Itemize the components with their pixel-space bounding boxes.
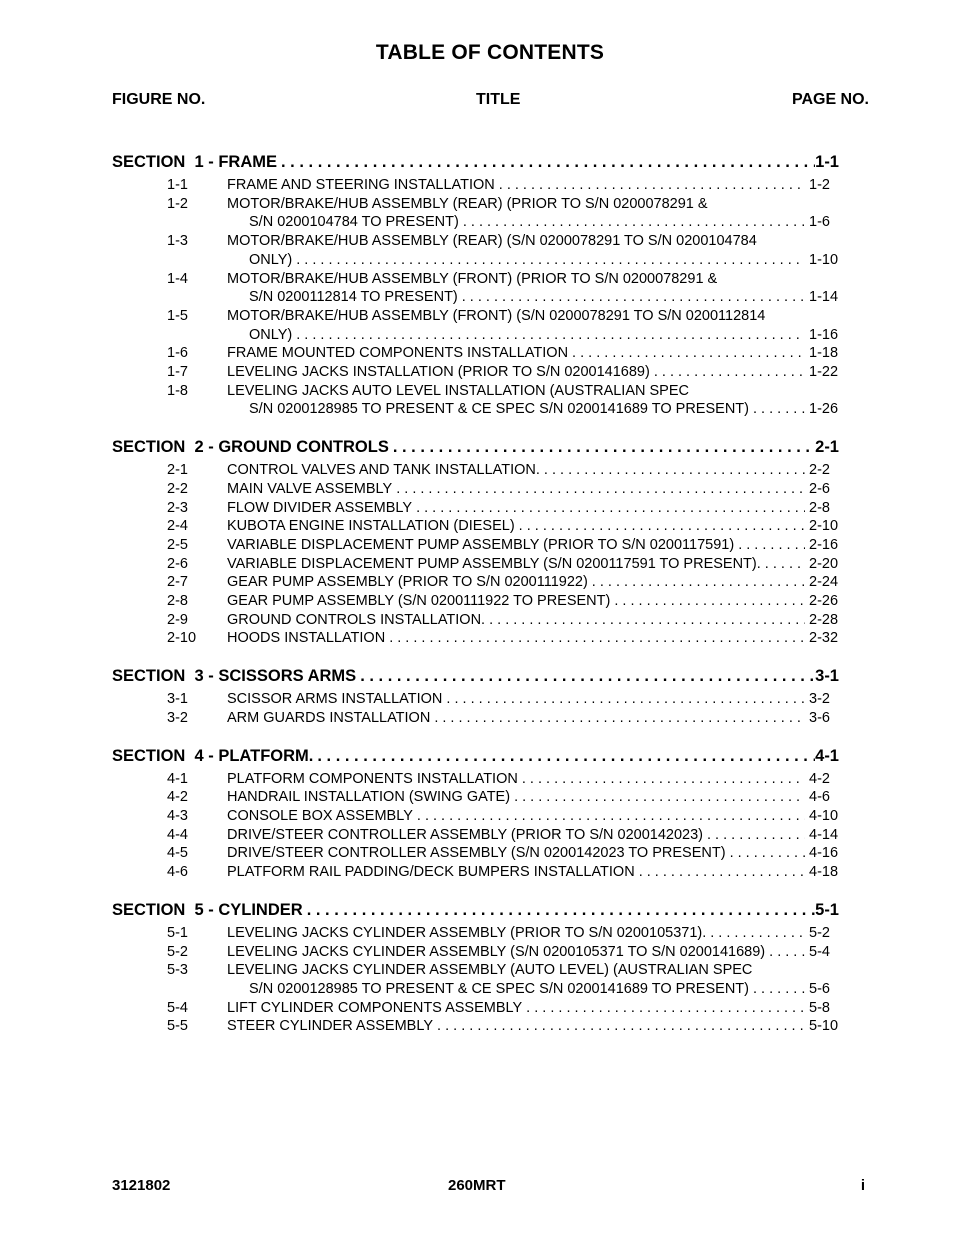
figure-title-line (227, 690, 839, 709)
dot-leader (296, 326, 805, 345)
figure-entry[interactable] (112, 844, 839, 863)
column-header-figure: FIGURE NO. (112, 91, 206, 108)
figure-title-line (227, 961, 839, 980)
dot-leader (417, 807, 805, 826)
figure-number: 1-4 (167, 270, 188, 287)
figure-page-number: 2-2 (809, 462, 830, 479)
figure-title-line (227, 232, 839, 251)
figure-title-line (227, 499, 839, 518)
toc-section (112, 663, 839, 727)
figure-title-text: S/N 0200128985 TO PRESENT & CE SPEC S/N 0200141689 TO PRESENT) (249, 980, 749, 997)
figure-entry[interactable] (112, 943, 839, 962)
figure-title-text: MOTOR/BRAKE/HUB ASSEMBLY (REAR) (S/N 0200078291 TO S/N 0200104784 (227, 233, 757, 250)
figure-entry[interactable] (112, 555, 839, 574)
figure-number: 2-5 (167, 536, 188, 553)
figure-number: 5-4 (167, 999, 188, 1016)
figure-number: 1-2 (167, 195, 188, 212)
section-page-number: 2-1 (815, 438, 839, 457)
table-of-contents (112, 149, 839, 1051)
figure-page-number: 2-16 (809, 536, 839, 553)
section-title: SECTION 5 - CYLINDER (112, 900, 303, 919)
dot-leader (753, 400, 805, 419)
figure-number: 5-2 (167, 943, 188, 960)
figure-title-line (227, 326, 839, 345)
dot-leader (707, 826, 805, 845)
figure-title-text: FRAME AND STEERING INSTALLATION (227, 177, 495, 193)
figure-number: 1-7 (167, 364, 188, 381)
figure-number: 4-5 (167, 845, 188, 862)
column-header-title: TITLE (476, 91, 521, 108)
figure-title-line (227, 1017, 839, 1036)
figure-title-text: MAIN VALVE ASSEMBLY (227, 480, 393, 497)
figure-number: 2-2 (167, 480, 188, 497)
dot-leader (446, 690, 805, 709)
figure-entry[interactable] (112, 788, 839, 807)
figure-entry[interactable] (112, 195, 839, 232)
column-header-page: PAGE NO. (791, 91, 869, 108)
figure-page-number: 4-10 (809, 807, 839, 824)
figure-entry[interactable] (112, 629, 839, 648)
figure-number: 4-2 (167, 789, 188, 806)
figure-entry[interactable] (112, 573, 839, 592)
figure-title-text: GEAR PUMP ASSEMBLY (PRIOR TO S/N 0200111922) (227, 574, 588, 591)
dot-leader (396, 480, 805, 499)
figure-title-line (227, 999, 839, 1018)
figure-page-number: 5-2 (809, 924, 830, 941)
dot-leader (462, 288, 805, 307)
figure-title-text: MOTOR/BRAKE/HUB ASSEMBLY (REAR) (PRIOR TO S/N 0200078291 & (227, 195, 708, 212)
figure-title-text: LEVELING JACKS AUTO LEVEL INSTALLATION (AUSTRALIAN SPEC (227, 382, 689, 399)
dot-leader (307, 897, 815, 924)
figure-page-number: 5-4 (809, 943, 830, 960)
figure-page-number: 2-6 (809, 480, 830, 497)
figure-title-line (227, 536, 839, 555)
figure-title-text: PLATFORM COMPONENTS INSTALLATION (227, 770, 518, 787)
footer-document-number: 3121802 (112, 1177, 171, 1194)
figure-entry[interactable] (112, 611, 839, 630)
figure-page-number: 4-14 (809, 826, 839, 843)
figure-title-text: FRAME MOUNTED COMPONENTS INSTALLATION (227, 345, 569, 362)
figure-title-line (227, 344, 839, 363)
figure-entry[interactable] (112, 807, 839, 826)
figure-title-line (227, 363, 839, 382)
figure-entry[interactable] (112, 232, 839, 269)
dot-leader (393, 434, 815, 461)
toc-section (112, 897, 839, 1036)
figure-title-line (227, 480, 839, 499)
figure-entry[interactable] (112, 826, 839, 845)
dot-leader (434, 709, 805, 728)
figure-title-text: ONLY) (249, 326, 293, 343)
figure-title-line (227, 400, 839, 419)
figure-title-text: LEVELING JACKS CYLINDER ASSEMBLY (S/N 0200105371 TO S/N 0200141689) (227, 943, 766, 960)
figure-number: 1-6 (167, 345, 188, 362)
figure-title-line (227, 307, 839, 326)
figure-title-line (227, 611, 839, 630)
toc-section (112, 149, 839, 419)
figure-title-text: PLATFORM RAIL PADDING/DECK BUMPERS INSTALLATION (227, 864, 635, 881)
figure-title-line (227, 195, 839, 214)
dot-leader (730, 844, 805, 863)
figure-entry[interactable] (112, 536, 839, 555)
figure-title-line (227, 382, 839, 401)
figure-title-text: GEAR PUMP ASSEMBLY (S/N 0200111922 TO PRESENT) (227, 593, 611, 610)
figure-page-number: 2-24 (809, 574, 839, 591)
figure-page-number: 4-18 (809, 864, 839, 881)
dot-leader (769, 943, 805, 962)
figure-entry[interactable] (112, 961, 839, 998)
figure-number: 4-1 (167, 770, 188, 787)
figure-number: 2-7 (167, 574, 188, 591)
dot-leader (519, 517, 805, 536)
figure-title-line (227, 826, 839, 845)
figure-title-text: LEVELING JACKS CYLINDER ASSEMBLY (AUTO LEVEL) (AUSTRALIAN SPEC (227, 962, 753, 979)
figure-entry[interactable] (112, 382, 839, 419)
figure-number: 3-1 (167, 691, 188, 708)
section-heading[interactable] (112, 434, 839, 461)
section-heading[interactable] (112, 743, 839, 770)
section-heading[interactable] (112, 149, 839, 176)
section-title: SECTION 1 - FRAME (112, 153, 278, 171)
figure-page-number: 5-6 (809, 980, 830, 997)
figure-title-text: ONLY) (249, 251, 293, 268)
dot-leader (765, 555, 805, 574)
figure-entry[interactable] (112, 363, 839, 382)
figure-number: 4-4 (167, 826, 188, 843)
section-heading[interactable] (112, 663, 839, 690)
figure-number: 2-10 (167, 630, 197, 647)
figure-title-text: CONSOLE BOX ASSEMBLY (227, 807, 413, 824)
dot-leader (654, 363, 805, 382)
figure-entry[interactable] (112, 517, 839, 536)
figure-number: 1-5 (167, 307, 188, 324)
figure-number: 1-1 (167, 177, 188, 193)
section-page-number: 3-1 (815, 667, 839, 686)
figure-entry[interactable] (112, 999, 839, 1018)
figure-number: 4-6 (167, 864, 188, 881)
figure-number: 1-3 (167, 233, 188, 250)
figure-number: 2-4 (167, 518, 188, 535)
figure-title-line (227, 844, 839, 863)
section-title: SECTION 3 - SCISSORS ARMS (112, 667, 357, 686)
figure-title-line (227, 807, 839, 826)
figure-entry[interactable] (112, 480, 839, 499)
figure-entry[interactable] (112, 307, 839, 344)
figure-title-line (227, 943, 839, 962)
section-heading[interactable] (112, 897, 839, 924)
figure-title-line (227, 288, 839, 307)
figure-title-text: GROUND CONTROLS INSTALLATION. (227, 611, 486, 628)
dot-leader (738, 536, 805, 555)
dot-leader (437, 1017, 805, 1036)
figure-number: 2-6 (167, 555, 188, 572)
figure-page-number: 1-22 (809, 364, 839, 381)
figure-page-number: 3-6 (809, 709, 830, 726)
figure-entry[interactable] (112, 709, 839, 728)
footer-page-number: i (860, 1177, 865, 1194)
figure-title-text: S/N 0200112814 TO PRESENT) (249, 289, 458, 306)
toc-section (112, 434, 839, 648)
dot-leader (753, 980, 805, 999)
figure-title-text: S/N 0200128985 TO PRESENT & CE SPEC S/N 0200141689 TO PRESENT) (249, 401, 749, 418)
dot-leader (389, 629, 805, 648)
figure-title-text: DRIVE/STEER CONTROLLER ASSEMBLY (S/N 0200142023 TO PRESENT) (227, 845, 726, 862)
dot-leader (281, 149, 815, 176)
figure-page-number: 1-26 (809, 401, 839, 418)
figure-title-text: ARM GUARDS INSTALLATION (227, 709, 431, 726)
figure-title-line (227, 629, 839, 648)
figure-page-number: 2-28 (809, 611, 839, 628)
figure-title-line (227, 270, 839, 289)
figure-title-text: VARIABLE DISPLACEMENT PUMP ASSEMBLY (S/N 0200117591 TO PRESENT). (227, 555, 761, 572)
figure-title-line (227, 980, 839, 999)
figure-title-line (227, 770, 839, 789)
figure-number: 5-3 (167, 962, 188, 979)
figure-title-line (227, 555, 839, 574)
figure-entry[interactable] (112, 499, 839, 518)
figure-page-number: 5-10 (809, 1018, 839, 1035)
figure-title-line (227, 573, 839, 592)
figure-title-line (227, 176, 839, 195)
dot-leader (463, 213, 805, 232)
figure-page-number: 1-2 (809, 177, 830, 193)
dot-leader (317, 743, 815, 770)
figure-entry[interactable] (112, 770, 839, 789)
figure-title-text: LIFT CYLINDER COMPONENTS ASSEMBLY (227, 999, 523, 1016)
figure-entry[interactable] (112, 924, 839, 943)
figure-title-text: VARIABLE DISPLACEMENT PUMP ASSEMBLY (PRIOR TO S/N 0200117591) (227, 536, 735, 553)
dot-leader (522, 770, 805, 789)
dot-leader (296, 251, 805, 270)
figure-title-line (227, 592, 839, 611)
figure-title-text: CONTROL VALVES AND TANK INSTALLATION. (227, 462, 540, 479)
figure-number: 1-8 (167, 382, 188, 399)
figure-number: 5-5 (167, 1018, 188, 1035)
figure-page-number: 2-20 (809, 555, 839, 572)
figure-number: 2-3 (167, 499, 188, 516)
figure-page-number: 3-2 (809, 691, 830, 708)
figure-title-text: KUBOTA ENGINE INSTALLATION (DIESEL) (227, 518, 515, 535)
figure-title-text: MOTOR/BRAKE/HUB ASSEMBLY (FRONT) (S/N 0200078291 TO S/N 0200112814 (227, 307, 766, 324)
figure-title-text: STEER CYLINDER ASSEMBLY (227, 1018, 434, 1035)
figure-page-number: 1-10 (809, 251, 839, 268)
figure-page-number: 1-16 (809, 326, 839, 343)
dot-leader (614, 592, 805, 611)
dot-leader (639, 863, 805, 882)
dot-leader (360, 663, 815, 690)
figure-title-text: FLOW DIVIDER ASSEMBLY (227, 499, 413, 516)
section-page-number: 1-1 (815, 153, 839, 171)
figure-entry[interactable] (112, 461, 839, 480)
figure-page-number: 1-14 (809, 289, 839, 306)
figure-title-line (227, 924, 839, 943)
dot-leader (592, 573, 805, 592)
figure-number: 2-1 (167, 462, 188, 479)
figure-title-line (227, 709, 839, 728)
figure-entry[interactable] (112, 690, 839, 709)
figure-entry[interactable] (112, 344, 839, 363)
figure-title-line (227, 461, 839, 480)
figure-title-text: LEVELING JACKS INSTALLATION (PRIOR TO S/N 0200141689) (227, 364, 650, 381)
figure-number: 5-1 (167, 924, 188, 941)
figure-entry[interactable] (112, 1017, 839, 1036)
dot-leader (526, 999, 805, 1018)
figure-number: 3-2 (167, 709, 188, 726)
figure-page-number: 2-26 (809, 593, 839, 610)
figure-title-line (227, 788, 839, 807)
footer-model: 260MRT (448, 1177, 506, 1194)
dot-leader (572, 344, 805, 363)
figure-number: 2-9 (167, 611, 188, 628)
dot-leader (489, 611, 805, 630)
section-title: SECTION 4 - PLATFORM. (112, 746, 314, 765)
figure-title-line (227, 517, 839, 536)
figure-number: 2-8 (167, 593, 188, 610)
figure-number: 4-3 (167, 807, 188, 824)
figure-page-number: 1-18 (809, 345, 839, 362)
figure-page-number: 1-6 (809, 214, 830, 231)
figure-title-text: S/N 0200104784 TO PRESENT) (249, 214, 459, 231)
toc-section (112, 743, 839, 882)
figure-title-text: MOTOR/BRAKE/HUB ASSEMBLY (FRONT) (PRIOR TO S/N 0200078291 & (227, 270, 718, 287)
section-page-number: 4-1 (815, 746, 839, 765)
dot-leader (544, 461, 805, 480)
dot-leader (499, 176, 805, 195)
figure-title-text: LEVELING JACKS CYLINDER ASSEMBLY (PRIOR TO S/N 0200105371). (227, 924, 707, 941)
figure-title-line (227, 213, 839, 232)
figure-page-number: 4-16 (809, 845, 839, 862)
figure-entry[interactable] (112, 270, 839, 307)
section-title: SECTION 2 - GROUND CONTROLS (112, 438, 389, 457)
figure-title-text: HANDRAIL INSTALLATION (SWING GATE) (227, 789, 511, 806)
figure-title-text: DRIVE/STEER CONTROLLER ASSEMBLY (PRIOR TO S/N 0200142023) (227, 826, 703, 843)
figure-page-number: 2-8 (809, 499, 830, 516)
figure-title-line (227, 863, 839, 882)
dot-leader (514, 788, 805, 807)
figure-title-text: SCISSOR ARMS INSTALLATION (227, 691, 443, 708)
figure-title-line (227, 251, 839, 270)
figure-entry[interactable] (112, 592, 839, 611)
figure-page-number: 4-2 (809, 770, 830, 787)
figure-page-number: 4-6 (809, 789, 830, 806)
page-title: TABLE OF CONTENTS (375, 41, 605, 64)
dot-leader (710, 924, 805, 943)
figure-entry[interactable] (112, 176, 839, 195)
section-page-number: 5-1 (815, 900, 839, 919)
figure-page-number: 5-8 (809, 999, 830, 1016)
figure-page-number: 2-10 (809, 518, 839, 535)
dot-leader (416, 499, 805, 518)
figure-entry[interactable] (112, 863, 839, 882)
figure-page-number: 2-32 (809, 630, 839, 647)
figure-title-text: HOODS INSTALLATION (227, 630, 386, 647)
